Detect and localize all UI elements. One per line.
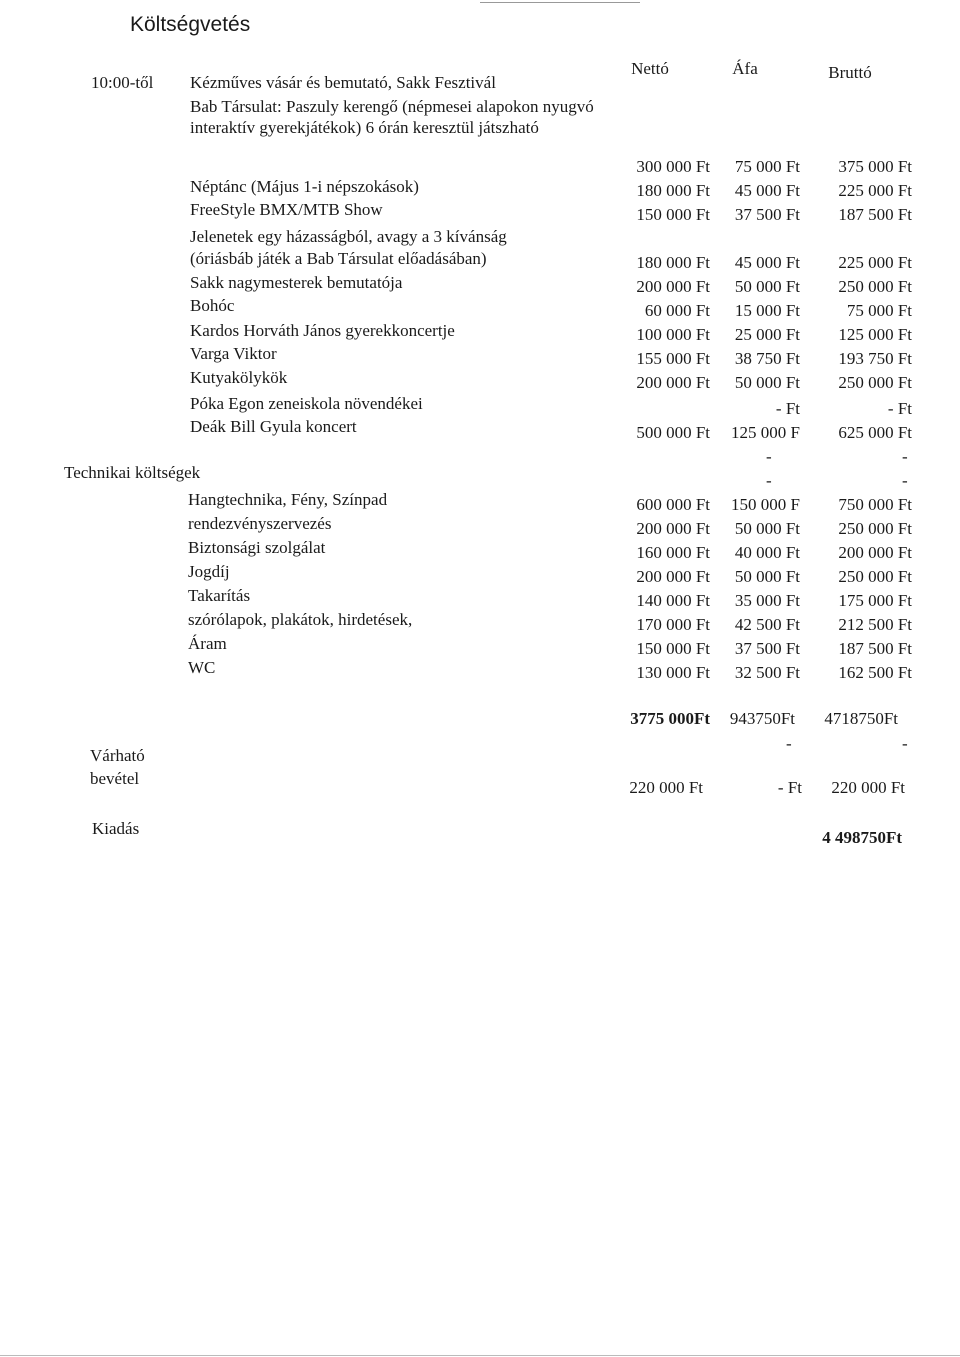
technical-item-label: WC: [188, 658, 216, 677]
totals-dash-brutto: -: [902, 734, 908, 753]
technical-item-afa: 37 500 Ft: [734, 639, 800, 658]
program-item-afa: 45 000 Ft: [734, 253, 800, 272]
program-item-label: Póka Egon zeneiskola növendékei: [190, 394, 423, 413]
program-dash-afa: -: [766, 447, 772, 466]
technical-dash-brutto: -: [902, 471, 908, 490]
program-item-label: Jelenetek egy házasságból, avagy a 3 kívánság (óriásbáb játék a Bab Társulat előadásában): [190, 227, 507, 268]
technical-item-afa: 40 000 Ft: [734, 543, 800, 562]
program-item-label: Bohóc: [190, 296, 235, 315]
program-item-afa: 75 000 Ft: [734, 157, 800, 176]
income-netto: 220 000 Ft: [629, 778, 703, 797]
program-item-label: Kutyakölykök: [190, 368, 288, 387]
program-dash-brutto: -: [902, 447, 908, 466]
page-title: Költségvetés: [130, 13, 251, 36]
program-time: 10:00-től: [91, 73, 154, 92]
program-item-label: Bab Társulat: Paszuly kerengő (népmesei alapokon nyugvó interaktív gyerekjátékok) 6 órán keresztül játszható: [190, 97, 594, 137]
program-item-brutto: 375 000 Ft: [838, 157, 912, 176]
program-item-brutto: 75 000 Ft: [846, 301, 912, 320]
technical-item-brutto: 212 500 Ft: [838, 615, 912, 634]
technical-item-netto: 170 000 Ft: [636, 615, 710, 634]
technical-item-label: szórólapok, plakátok, hirdetések,: [188, 610, 413, 629]
technical-item-netto: 150 000 Ft: [636, 639, 710, 658]
technical-item-brutto: 250 000 Ft: [838, 567, 912, 586]
scan-bottom-edge: [0, 1355, 960, 1356]
scan-edge-line: [480, 2, 640, 3]
program-item-label: FreeStyle BMX/MTB Show: [190, 200, 383, 219]
technical-item-brutto: 250 000 Ft: [838, 519, 912, 538]
program-item-brutto: - Ft: [887, 399, 912, 418]
expense-value: 4 498750Ft: [822, 828, 902, 847]
program-item-afa: 37 500 Ft: [734, 205, 800, 224]
program-item-afa: 50 000 Ft: [734, 373, 800, 392]
program-item-netto: 500 000 Ft: [636, 423, 710, 442]
total-netto: 3775 000Ft: [630, 709, 710, 728]
technical-dash-afa: -: [766, 471, 772, 490]
column-header-afa: Áfa: [732, 59, 758, 78]
technical-item-netto: 160 000 Ft: [636, 543, 710, 562]
technical-heading: Technikai költségek: [64, 463, 201, 482]
program-item-brutto: 250 000 Ft: [838, 277, 912, 296]
technical-item-label: Jogdíj: [188, 562, 230, 581]
program-item-netto: 200 000 Ft: [636, 373, 710, 392]
column-header-brutto: Bruttó: [828, 63, 872, 82]
program-item-label: Kézműves vásár és bemutató, Sakk Fesztivál: [190, 73, 496, 92]
technical-item-brutto: 187 500 Ft: [838, 639, 912, 658]
technical-item-afa: 35 000 Ft: [734, 591, 800, 610]
technical-item-netto: 140 000 Ft: [636, 591, 710, 610]
program-item-brutto: 225 000 Ft: [838, 253, 912, 272]
program-item-label: Néptánc (Május 1-i népszokások): [190, 177, 419, 196]
program-item-netto: 155 000 Ft: [636, 349, 710, 368]
technical-item-afa: 50 000 Ft: [734, 519, 800, 538]
program-item-netto: 180 000 Ft: [636, 253, 710, 272]
technical-item-label: Takarítás: [188, 586, 251, 605]
program-item-netto: 200 000 Ft: [636, 277, 710, 296]
technical-item-netto: 200 000 Ft: [636, 567, 710, 586]
column-header-netto: Nettó: [631, 59, 669, 78]
income-brutto: 220 000 Ft: [831, 778, 905, 797]
program-item-brutto: 187 500 Ft: [838, 205, 912, 224]
program-item-afa: 45 000 Ft: [734, 181, 800, 200]
program-item-brutto: 250 000 Ft: [838, 373, 912, 392]
program-item-netto: 150 000 Ft: [636, 205, 710, 224]
technical-item-netto: 130 000 Ft: [636, 663, 710, 682]
program-item-afa: 38 750 Ft: [734, 349, 800, 368]
program-item-brutto: 225 000 Ft: [838, 181, 912, 200]
expense-label: Kiadás: [92, 819, 140, 838]
technical-item-afa: 50 000 Ft: [734, 567, 800, 586]
total-afa: 943750Ft: [729, 709, 795, 728]
technical-item-brutto: 175 000 Ft: [838, 591, 912, 610]
technical-item-label: Hangtechnika, Fény, Színpad: [188, 490, 388, 509]
program-item-afa: 25 000 Ft: [734, 325, 800, 344]
income-label-line1: Várható: [90, 746, 145, 765]
program-item-brutto: 625 000 Ft: [838, 423, 912, 442]
technical-item-brutto: 200 000 Ft: [838, 543, 912, 562]
program-item-afa: 50 000 Ft: [734, 277, 800, 296]
program-item-afa: - Ft: [775, 399, 800, 418]
program-item-brutto: 193 750 Ft: [838, 349, 912, 368]
technical-item-brutto: 162 500 Ft: [838, 663, 912, 682]
totals-dash-afa: -: [786, 734, 792, 753]
income-label-line2: bevétel: [90, 769, 140, 788]
technical-item-afa: 42 500 Ft: [734, 615, 800, 634]
technical-item-label: rendezvényszervezés: [188, 514, 332, 533]
program-item-afa: 15 000 Ft: [734, 301, 800, 320]
program-item-netto: 100 000 Ft: [636, 325, 710, 344]
technical-item-brutto: 750 000 Ft: [838, 495, 912, 514]
program-item-brutto: 125 000 Ft: [838, 325, 912, 344]
program-item-label: Varga Viktor: [190, 344, 277, 363]
total-brutto: 4718750Ft: [824, 709, 898, 728]
income-afa: - Ft: [777, 778, 802, 797]
program-item-netto: 60 000 Ft: [644, 301, 710, 320]
technical-item-afa: 32 500 Ft: [734, 663, 800, 682]
technical-item-netto: 600 000 Ft: [636, 495, 710, 514]
program-item-label: Kardos Horváth János gyerekkoncertje: [190, 321, 455, 340]
technical-item-label: Biztonsági szolgálat: [188, 538, 326, 557]
program-item-netto: 300 000 Ft: [636, 157, 710, 176]
technical-item-afa: 150 000 F: [731, 495, 800, 514]
program-item-label: Sakk nagymesterek bemutatója: [190, 273, 403, 292]
program-item-afa: 125 000 F: [731, 423, 800, 442]
program-item-netto: 180 000 Ft: [636, 181, 710, 200]
program-item-label: Deák Bill Gyula koncert: [190, 417, 357, 436]
technical-item-netto: 200 000 Ft: [636, 519, 710, 538]
technical-item-label: Áram: [188, 634, 227, 653]
